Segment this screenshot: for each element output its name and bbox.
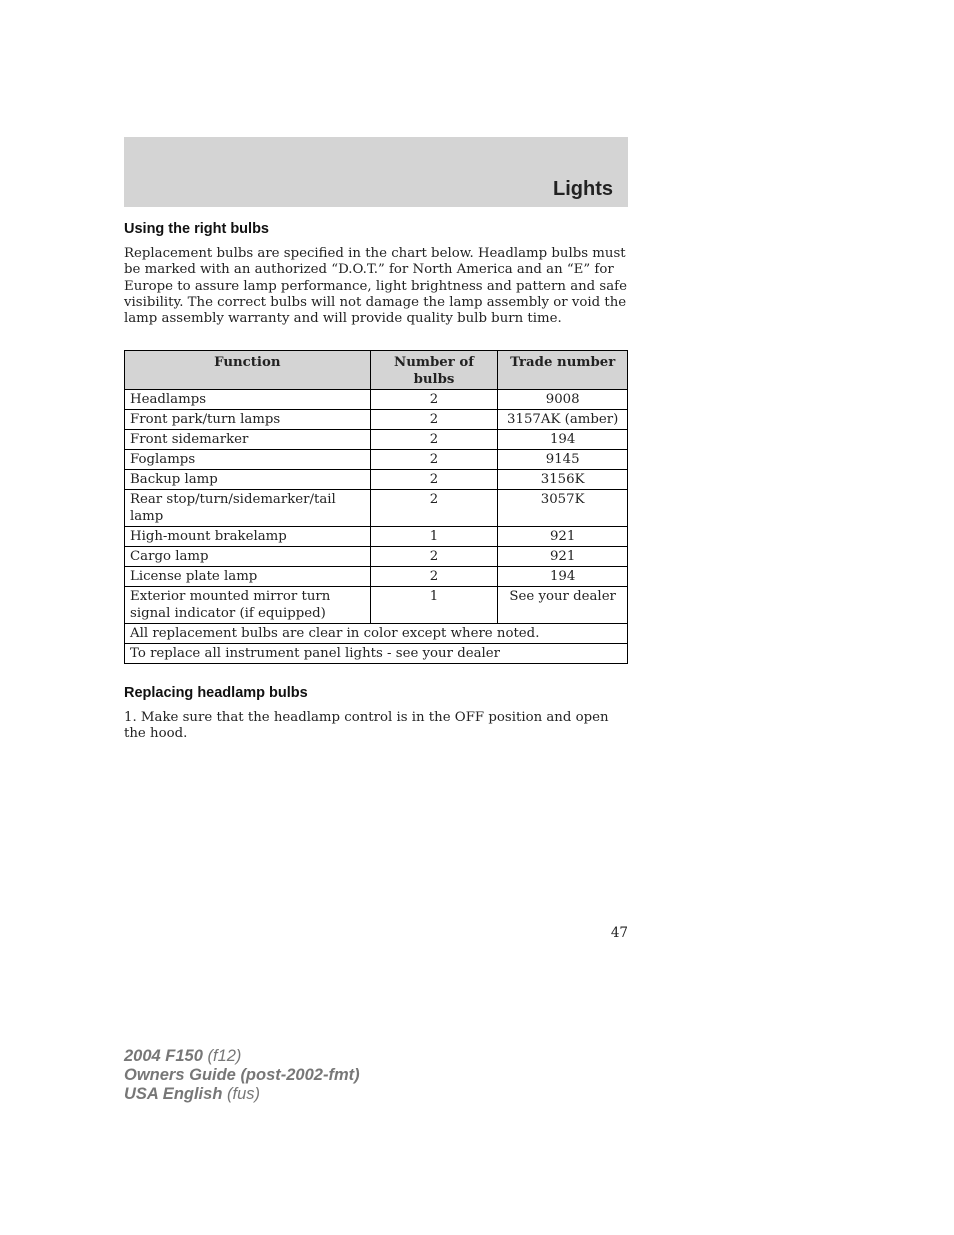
cell-function: Backup lamp [125, 470, 371, 490]
table-row [125, 547, 628, 567]
note-instrument-panel: To replace all instrument panel lights - see your dealer [125, 644, 628, 664]
bulb-table [124, 350, 628, 664]
footer-model-code: (f12) [207, 1047, 242, 1065]
table-row [125, 490, 628, 527]
footer-line-model [124, 1047, 360, 1066]
cell-function: Exterior mounted mirror turn signal indicator (if equipped) [125, 587, 371, 624]
cell-count: 2 [370, 490, 498, 527]
cell-trade-number: 921 [498, 547, 628, 567]
cell-trade-number: 3157AK (amber) [498, 410, 628, 430]
heading-replacing-headlamp-bulbs: Replacing headlamp bulbs [124, 685, 308, 701]
document-footer [124, 1047, 360, 1104]
table-row [125, 527, 628, 547]
table-row [125, 450, 628, 470]
cell-count: 2 [370, 567, 498, 587]
table-row [125, 587, 628, 624]
cell-count: 2 [370, 430, 498, 450]
cell-trade-number: 3057K [498, 490, 628, 527]
cell-count: 2 [370, 390, 498, 410]
page-number: 47 [610, 925, 628, 941]
cell-function: Rear stop/turn/sidemarker/tail lamp [125, 490, 371, 527]
footer-guide: Owners Guide (post-2002-fmt) [124, 1066, 360, 1084]
cell-trade-number: See your dealer [498, 587, 628, 624]
cell-function: License plate lamp [125, 567, 371, 587]
cell-count: 1 [370, 527, 498, 547]
section-header-band [124, 137, 628, 207]
section-title: Lights [553, 178, 613, 200]
footer-model: 2004 F150 [124, 1047, 203, 1065]
table-row [125, 410, 628, 430]
cell-count: 2 [370, 547, 498, 567]
intro-paragraph: Replacement bulbs are specified in the chart below. Headlamp bulbs must be marked with an authorized “D.O.T.” for North America and an “E” for Europe to assure lamp performance, light brightness and pattern and safe visibility. The correct bulbs will not damage the lamp assembly or void the lamp assembly warranty and will provide quality bulb burn time. [124, 246, 627, 327]
footer-line-guide [124, 1066, 360, 1085]
footer-language-code: (fus) [227, 1085, 260, 1103]
cell-trade-number: 9145 [498, 450, 628, 470]
cell-trade-number: 194 [498, 567, 628, 587]
cell-count: 2 [370, 450, 498, 470]
table-note-row [125, 624, 628, 644]
table-row [125, 430, 628, 450]
cell-trade-number: 194 [498, 430, 628, 450]
cell-function: Front sidemarker [125, 430, 371, 450]
cell-function: Front park/turn lamps [125, 410, 371, 430]
cell-count: 2 [370, 410, 498, 430]
footer-language: USA English [124, 1085, 223, 1103]
table-header-row [125, 351, 628, 390]
table-row [125, 470, 628, 490]
cell-function: Foglamps [125, 450, 371, 470]
cell-function: Cargo lamp [125, 547, 371, 567]
table-note-row [125, 644, 628, 664]
step-1-text: 1. Make sure that the headlamp control is in the OFF position and open the hood. [124, 710, 609, 742]
cell-function: High-mount brakelamp [125, 527, 371, 547]
header-number-of-bulbs: Number of bulbs [370, 351, 498, 390]
note-clear-bulbs: All replacement bulbs are clear in color except where noted. [125, 624, 628, 644]
cell-count: 1 [370, 587, 498, 624]
cell-count: 2 [370, 470, 498, 490]
heading-using-right-bulbs: Using the right bulbs [124, 221, 269, 237]
cell-trade-number: 921 [498, 527, 628, 547]
table-row [125, 567, 628, 587]
header-function: Function [125, 351, 371, 390]
header-trade-number: Trade number [498, 351, 628, 390]
cell-trade-number: 9008 [498, 390, 628, 410]
table-row [125, 390, 628, 410]
cell-function: Headlamps [125, 390, 371, 410]
cell-trade-number: 3156K [498, 470, 628, 490]
footer-line-language [124, 1085, 360, 1104]
